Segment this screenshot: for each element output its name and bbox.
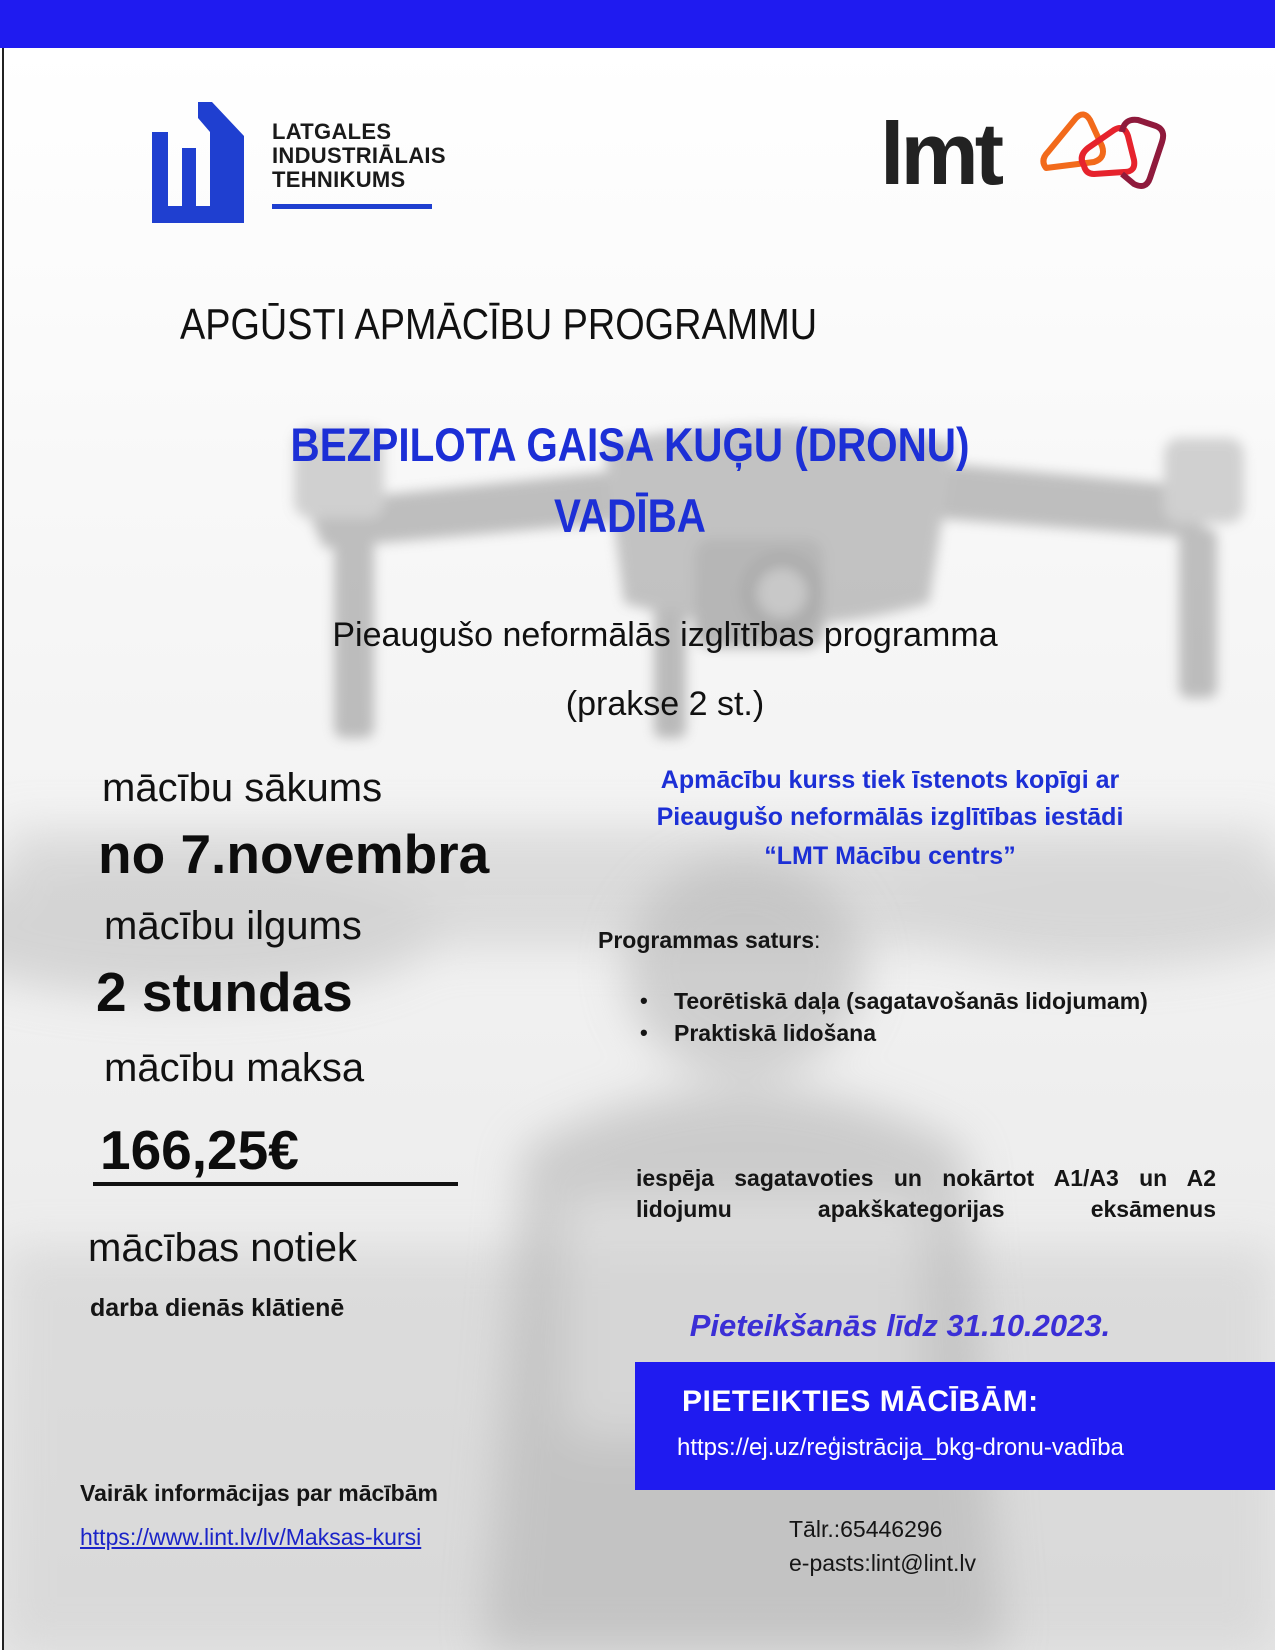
- practice-hours: (prakse 2 st.): [565, 685, 765, 723]
- lmt-wordmark: lmt: [880, 104, 1000, 203]
- signup-box: [635, 1362, 1275, 1490]
- signup-title: PIETEIKTIES MĀCĪBĀM:: [682, 1385, 1039, 1418]
- start-label: mācību sākums: [102, 766, 383, 810]
- lint-logo-underline: [272, 204, 432, 209]
- program-content-title: Programmas saturs:: [598, 927, 821, 953]
- duration-value: 2 stundas: [96, 961, 353, 1023]
- more-info-label: Vairāk informācijas par mācībām: [80, 1480, 438, 1506]
- duration-label: mācību ilgums: [104, 904, 362, 948]
- lint-logo-line2: INDUSTRIĀLAIS: [272, 143, 446, 168]
- more-info-link[interactable]: https://www.lint.lv/lv/Maksas-kursi: [80, 1524, 422, 1550]
- contact-email: e-pasts:lint@lint.lv: [789, 1550, 976, 1576]
- lmt-swirl-icon: [1038, 108, 1170, 194]
- partner-note-line1: Apmācību kurss tiek īstenots kopīgi ar: [660, 766, 1120, 794]
- price-value: 166,25€: [100, 1119, 299, 1181]
- signup-link[interactable]: https://ej.uz/reģistrācija_bkg-dronu-vadība: [677, 1434, 1124, 1461]
- lint-house-icon: [152, 98, 248, 223]
- exam-note: iespēja sagatavoties un nokārtot A1/A3 un A2 lidojumu apakškategorijas eksāmenus: [636, 1165, 1216, 1222]
- partner-note-line2: Pieaugušo neformālās izglītības iestādi: [656, 803, 1124, 831]
- list-item: • Teorētiskā daļa (sagatavošanās lidojumam): [640, 985, 1148, 1017]
- lint-logo: [152, 98, 492, 223]
- price-underline: [93, 1182, 458, 1186]
- list-item: • Praktiskā lidošana: [640, 1017, 1148, 1049]
- intro-heading: APGŪSTI APMĀCĪBU PROGRAMMU: [180, 300, 818, 349]
- top-blue-bar: [0, 0, 1275, 48]
- contact-phone: Tālr.:65446296: [789, 1516, 943, 1542]
- lint-logo-line1: LATGALES: [272, 119, 392, 144]
- program-content-list: [640, 985, 1148, 1049]
- location-label: mācības notiek: [88, 1226, 358, 1270]
- program-type: Pieaugušo neformālās izglītības programma: [332, 616, 998, 654]
- location-value: darba dienās klātienē: [90, 1294, 345, 1322]
- price-label: mācību maksa: [104, 1046, 365, 1090]
- partner-note-line3: “LMT Mācību centrs”: [764, 842, 1016, 870]
- lmt-logo: [880, 104, 1170, 208]
- lint-logo-line3: TEHNIKUMS: [272, 167, 406, 192]
- signup-deadline: Pieteikšanās līdz 31.10.2023.: [689, 1308, 1111, 1343]
- course-title-line1: BEZPILOTA GAISA KUĢU (DRONU): [290, 418, 970, 471]
- start-value: no 7.novembra: [98, 823, 490, 885]
- course-title-line2: VADĪBA: [554, 489, 706, 542]
